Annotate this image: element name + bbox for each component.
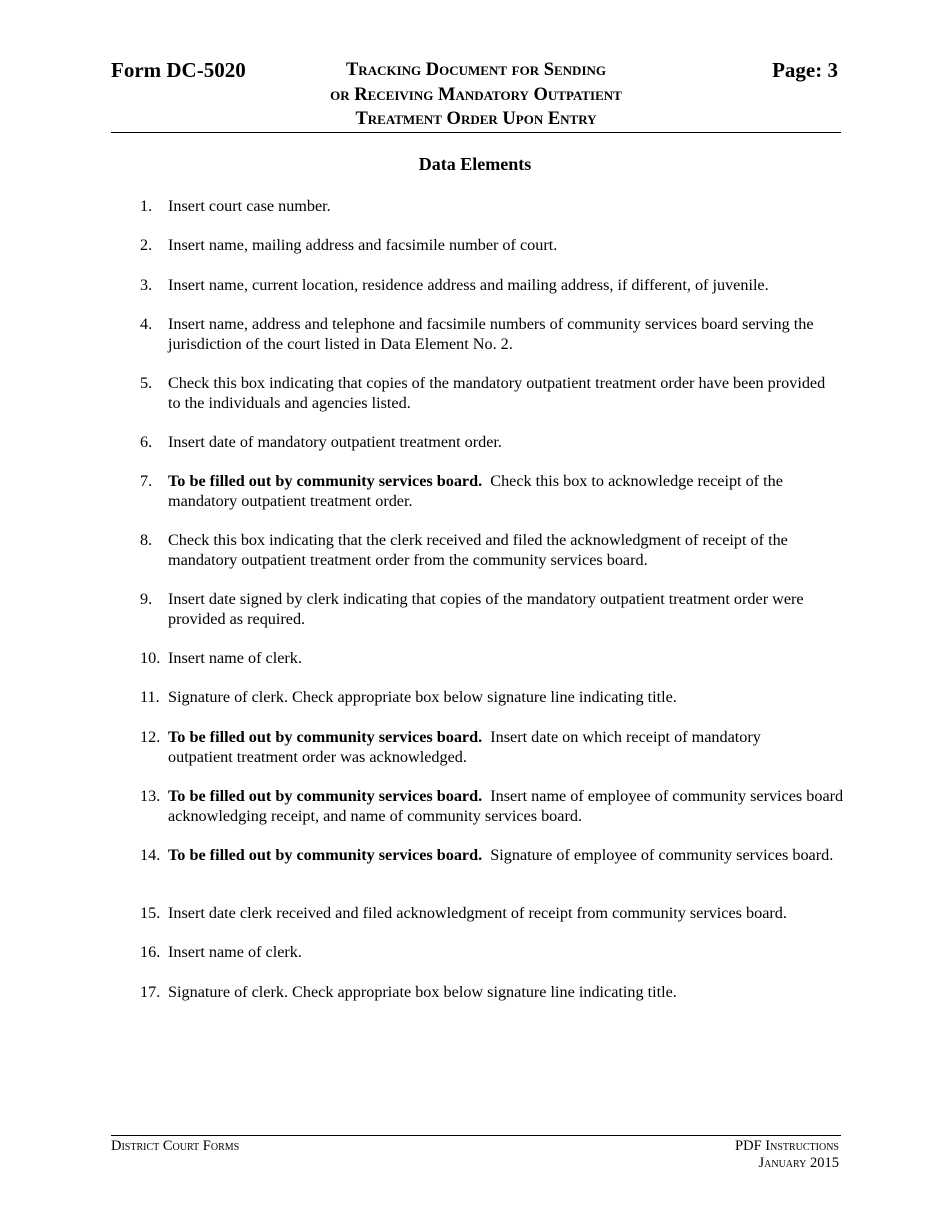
item-text: Signature of clerk. Check appropriate box below signature line indicating title. (168, 688, 677, 706)
list-item (140, 649, 852, 669)
footer-right-line: January 2015 (758, 1155, 839, 1171)
list-item (140, 904, 852, 924)
item-lead: To be filled out by community services board. (168, 846, 483, 864)
page-header (111, 56, 841, 132)
item-text: Insert name, current location, residence address and mailing address, if different, of juvenile. (168, 276, 769, 294)
item-number: 10. (140, 649, 161, 667)
item-text: Check this box indicating that the clerk received and filed the acknowledgment of receipt of the mandatory outpatient treatment order from the community services board. (168, 531, 788, 569)
item-text: Insert name of clerk. (168, 649, 302, 667)
item-text: Insert name of clerk. (168, 943, 302, 961)
item-text: To be filled out by community services board. Check this box to acknowledge receipt of the mandatory outpatient treatment order. (168, 472, 783, 510)
list-item (140, 276, 860, 296)
item-text: Insert name, address and telephone and facsimile numbers of community services board serving the jurisdiction of the court listed in Data Element No. 2. (168, 315, 814, 353)
item-text: Check this box indicating that copies of the mandatory outpatient treatment order have been provided to the individuals and agencies listed. (168, 374, 826, 412)
item-lead: To be filled out by community services board. (168, 472, 483, 490)
item-text: To be filled out by community services board. Insert date on which receipt of mandatory outpatient treatment order was acknowledged. (168, 728, 761, 766)
item-text: Insert date of mandatory outpatient treatment order. (168, 433, 502, 451)
title-line: Tracking Document for Sending (345, 60, 607, 80)
item-text: Insert date signed by clerk indicating that copies of the mandatory outpatient treatment order were provided as required. (168, 590, 804, 628)
item-number: 16. (140, 943, 161, 961)
footer-divider (111, 1135, 841, 1136)
list-item (140, 197, 852, 217)
item-number: 1. (140, 197, 153, 215)
list-item (140, 236, 852, 256)
header-divider (111, 132, 841, 133)
list-item (140, 472, 840, 511)
item-text: Insert date clerk received and filed acknowledgment of receipt from community services board. (168, 904, 787, 922)
list-item (140, 315, 852, 354)
list-item (140, 688, 852, 708)
item-number: 15. (140, 904, 161, 922)
form-number: Form DC-5020 (111, 58, 246, 82)
list-item (140, 943, 852, 963)
page-number: Page: 3 (772, 58, 838, 82)
item-lead: To be filled out by community services board. (168, 728, 483, 746)
item-lead: To be filled out by community services board. (168, 787, 483, 805)
section-title: Data Elements (418, 154, 532, 174)
item-number: 13. (140, 787, 161, 805)
footer-right-line: PDF Instructions (735, 1138, 839, 1154)
item-number: 5. (140, 374, 153, 392)
item-number: 7. (140, 472, 153, 490)
list-item (140, 787, 852, 826)
footer-right (735, 1138, 839, 1172)
item-number: 6. (140, 433, 153, 451)
item-number: 9. (140, 590, 153, 608)
item-text: Insert court case number. (168, 197, 331, 215)
title-line: Treatment Order Upon Entry (355, 109, 597, 129)
item-number: 8. (140, 531, 153, 549)
item-number: 17. (140, 983, 161, 1001)
item-number: 11. (140, 688, 160, 706)
list-item (140, 433, 852, 453)
list-item (140, 983, 852, 1003)
item-number: 3. (140, 276, 153, 294)
list-item (140, 728, 820, 767)
item-number: 14. (140, 846, 161, 864)
item-text: To be filled out by community services board. Signature of employee of community services board. (168, 846, 834, 864)
item-number: 12. (140, 728, 161, 746)
list-item (140, 590, 852, 629)
item-text: To be filled out by community services board. Insert name of employee of community services board acknowledging receipt, and name of community services board. (168, 787, 844, 825)
list-item (140, 531, 840, 570)
list-item (140, 374, 840, 413)
list-item (140, 846, 840, 866)
item-number: 4. (140, 315, 153, 333)
item-text: Signature of clerk. Check appropriate box below signature line indicating title. (168, 983, 677, 1001)
item-number: 2. (140, 236, 153, 254)
title-line: or Receiving Mandatory Outpatient (330, 84, 622, 105)
document-title (111, 58, 841, 132)
footer-left: District Court Forms (111, 1138, 240, 1154)
item-text: Insert name, mailing address and facsimile number of court. (168, 236, 558, 254)
